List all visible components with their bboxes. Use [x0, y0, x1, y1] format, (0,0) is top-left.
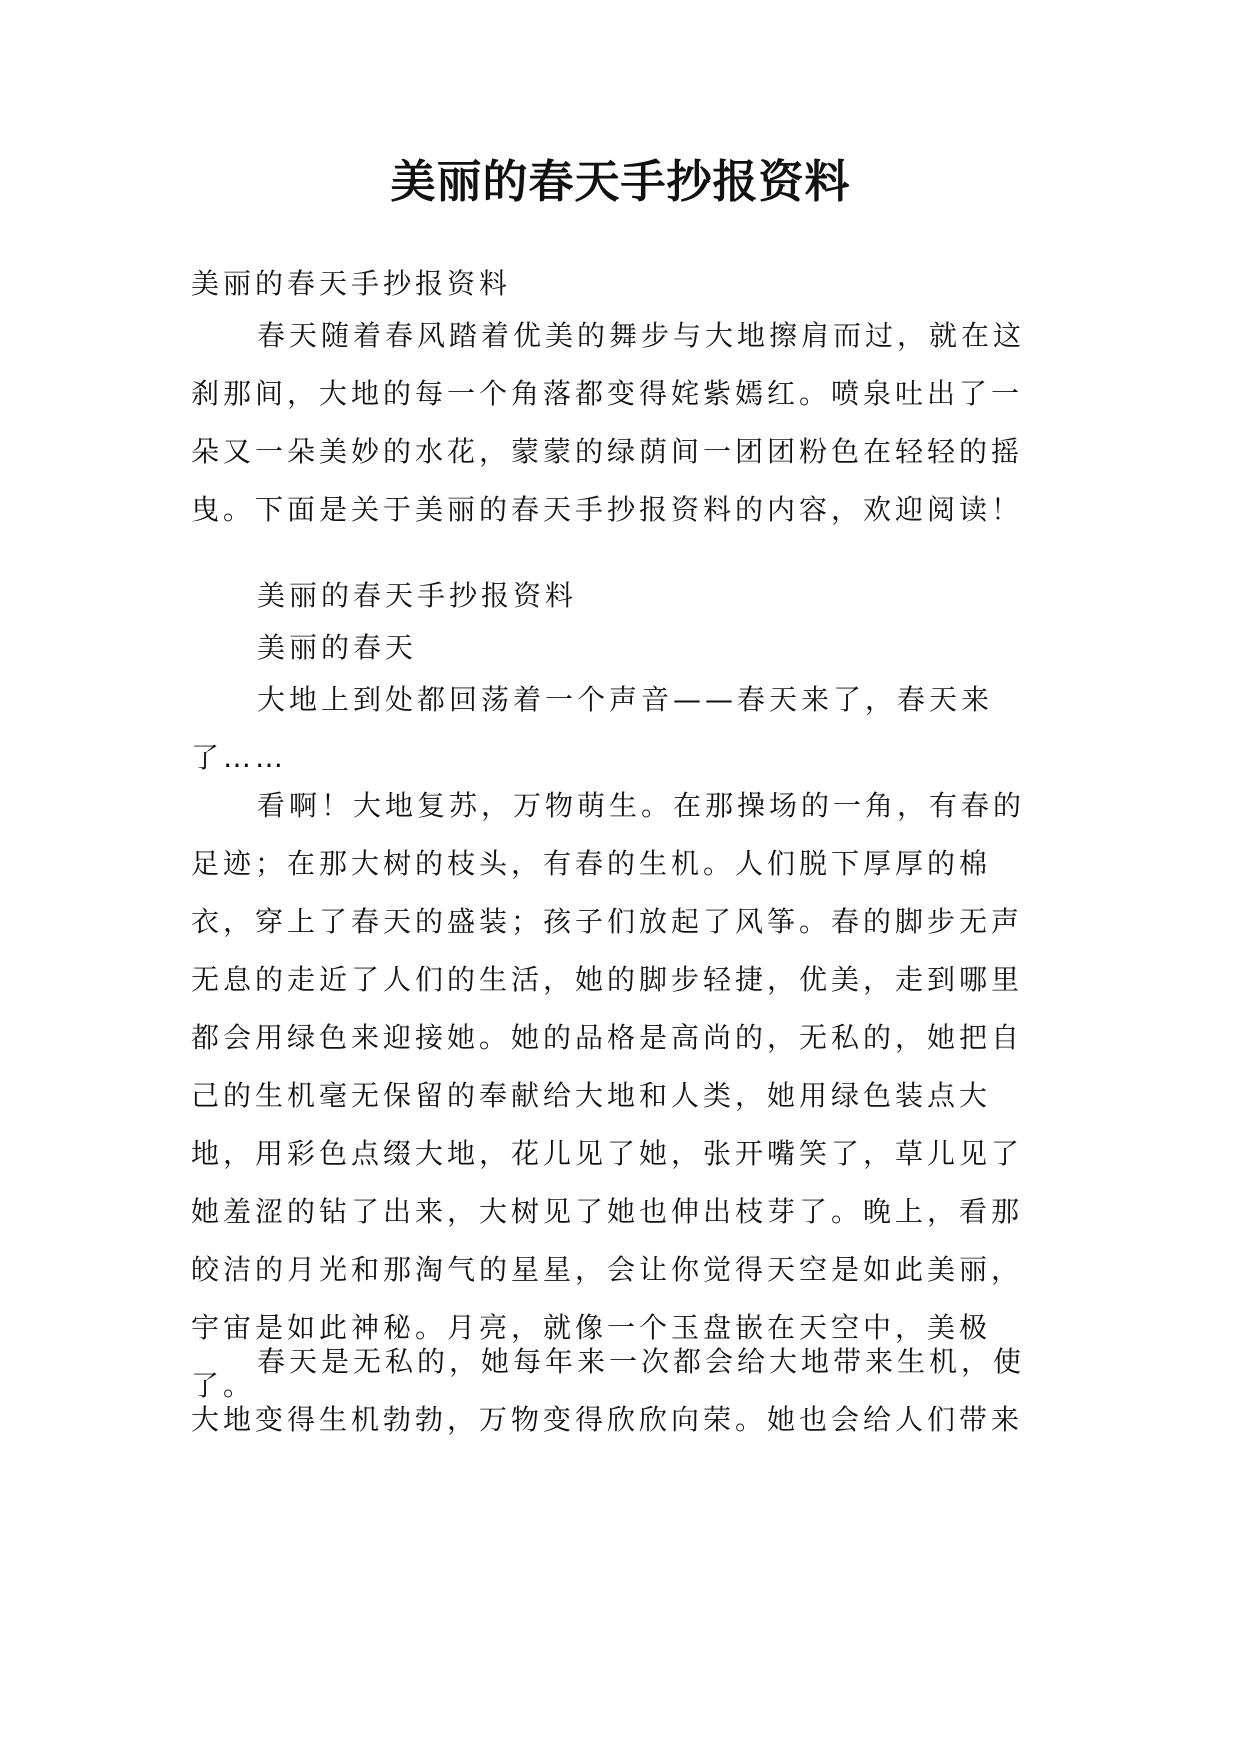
section-heading: 美丽的春天手抄报资料: [257, 579, 578, 612]
paragraph-3: 春天是无私的，她每年来一次都会给大地带来生机，使大地变得生机勃勃，万物变得欣欣向荣。她也会给人们带来: [191, 1345, 1026, 1436]
paragraph-2: 看啊！大地复苏，万物萌生。在那操场的一角，有春的足迹；在那大树的枝头，有春的生机。人们脱下厚厚的棉衣，穿上了春天的盛装；孩子们放起了风筝。春的脚步无声无息的走近了人们的生活，她的脚步轻捷，优美，走到哪里都会用绿色来迎接她。她的品格是高尚的，无私的，她把自己的生机毫无保留的奉献给大地和人类，她用绿色装点大地，用彩色点缀大地，花儿见了她，张开嘴笑了，草儿见了她羞涩的钻了出来，大树见了她也伸出枝芽了。晚上，看那皎洁的月光和那淘气的星星，会让你觉得天空是如此美丽，宇宙是如此神秘。月亮，就像一个玉盘嵌在天空中，美极了。: [191, 789, 1026, 1402]
intro-paragraph: 春天随着春风踏着优美的舞步与大地擦肩而过，就在这刹那间，大地的每一个角落都变得姹紫嫣红。喷泉吐出了一朵又一朵美妙的水花，蒙蒙的绿荫间一团团粉色在轻轻的摇曳。下面是关于美丽的春天手抄报资料的内容，欢迎阅读！: [191, 319, 1026, 526]
paragraph-1: 大地上到处都回荡着一个声音——春天来了，春天来了……: [191, 683, 994, 774]
document-subtitle: 美丽的春天手抄报资料: [191, 267, 512, 300]
article-title: 美丽的春天: [257, 631, 418, 664]
document-title: 美丽的春天手抄报资料: [390, 155, 851, 208]
